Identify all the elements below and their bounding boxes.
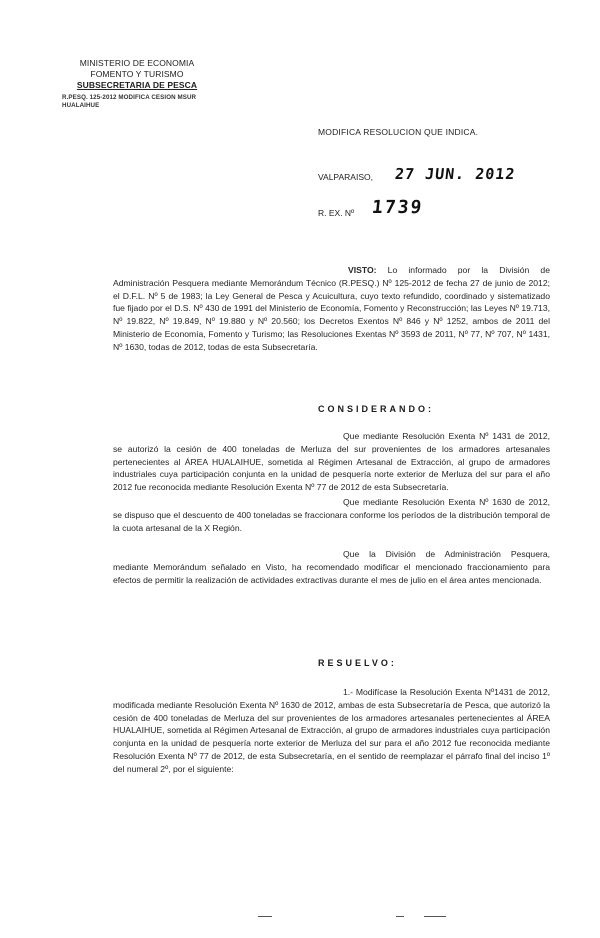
footer-mark-right: [424, 916, 446, 917]
document-subject: MODIFICA RESOLUCION QUE INDICA.: [318, 127, 479, 137]
ministry-name: MINISTERIO DE ECONOMIA: [79, 58, 195, 68]
place-label: VALPARAISO,: [318, 172, 373, 182]
ministry-subname: FOMENTO Y TURISMO: [90, 69, 184, 79]
footer-mark-left: [258, 916, 272, 917]
considerando-heading: CONSIDERANDO:: [318, 404, 435, 414]
considerando-section: [113, 430, 550, 587]
date-stamp: 27 JUN. 2012: [394, 165, 517, 183]
considerando-paragraph-3: Que la División de Administración Pesquera, mediante Memorándum señalado en Visto, ha recomendado modificar el mencionado fraccionamiento para efectos de permitir la realización de actividades extractivas durante el mes de julio en el área antes mencionada.: [113, 549, 550, 585]
reference-line-2: HUALAIHUE: [62, 102, 100, 109]
letterhead: [62, 58, 212, 91]
resolution-number-stamp: 1739: [370, 197, 425, 218]
visto-text: Lo informado por la División de Administración Pesquera mediante Memorándum Técnico (R.PESQ.) Nº 125-2012 de fecha 27 de junio de 2012; el D.F.L. Nº 5 de 1983; la Ley General de Pesca y Acuicultura, cuyo texto refundido, coordinado y sistematizado fue fijado por el D.S. Nº 430 de 1991 del Ministerio de Economía, Fomento y Reconstrucción; las Leyes Nº 19.713, Nº 19.822, Nº 19.849, Nº 19.880 y Nº 20.560; los Decretos Exentos Nº 846 y Nº 1252, ambos de 2011 del Ministerio de Economía, Fomento y Turismo; las Resoluciones Exentas Nº 3593 de 2011, Nº 77, Nº 707, Nº 1431, Nº 1630, todas de 2012, todas de esta Subsecretaría.: [113, 265, 550, 352]
footer-mark-center: [396, 916, 404, 917]
resuelvo-heading: RESUELVO:: [318, 658, 397, 668]
visto-paragraph: [113, 264, 550, 354]
visto-section: [113, 264, 550, 354]
resuelvo-section: [113, 686, 550, 776]
resuelvo-paragraph-1: 1.- Modifícase la Resolución Exenta Nº1431 de 2012, modificada mediante Resolución Exenta Nº 1630 de 2012, ambas de esta Subsecretaría de Pesca, que autorizó la cesión de 400 toneladas de Merluza del sur provenientes de los armadores artesanales pertenecientes al ÁREA HUALAIHUE, sometida al Régimen Artesanal de Extracción, al grupo de armadores industriales cuya participación conjunta en la unidad de pesquería norte exterior de Merluza del sur para el año 2012 fue reconocida mediante Resolución Exenta Nº 77 de 2012, de esta Subsecretaría, en el sentido de reemplazar el párrafo final del inciso 1º del numeral 2º, por el siguiente:: [113, 687, 550, 774]
visto-label: VISTO:: [348, 265, 377, 275]
subsecretaria-name: SUBSECRETARIA DE PESCA: [76, 80, 198, 90]
reference-line-1: R.PESQ. 125-2012 MODIFICA CESION MSUR: [62, 94, 197, 101]
resolution-number-label: R. EX. Nº: [318, 208, 355, 218]
considerando-paragraph-1: Que mediante Resolución Exenta Nº 1431 de 2012, se autorizó la cesión de 400 toneladas de Merluza del sur provenientes de los armadores artesanales pertenecientes al ÁREA HUALAIHUE, sometida al Régimen Artesanal de Extracción, al grupo de armadores industriales cuya participación conjunta en la unidad de pesquería norte exterior de Merluza del sur para el año 2012 fue reconocida mediante Resolución Exenta Nº 77 de 2012 de esta Subsecretaría.: [113, 431, 550, 493]
reference-block: [62, 94, 242, 110]
considerando-paragraph-2: Que mediante Resolución Exenta Nº 1630 de 2012, se dispuso que el descuento de 400 toneladas se fraccionara conforme los períodos de la distribución temporal de la cuota artesanal de la X Región.: [113, 496, 550, 533]
